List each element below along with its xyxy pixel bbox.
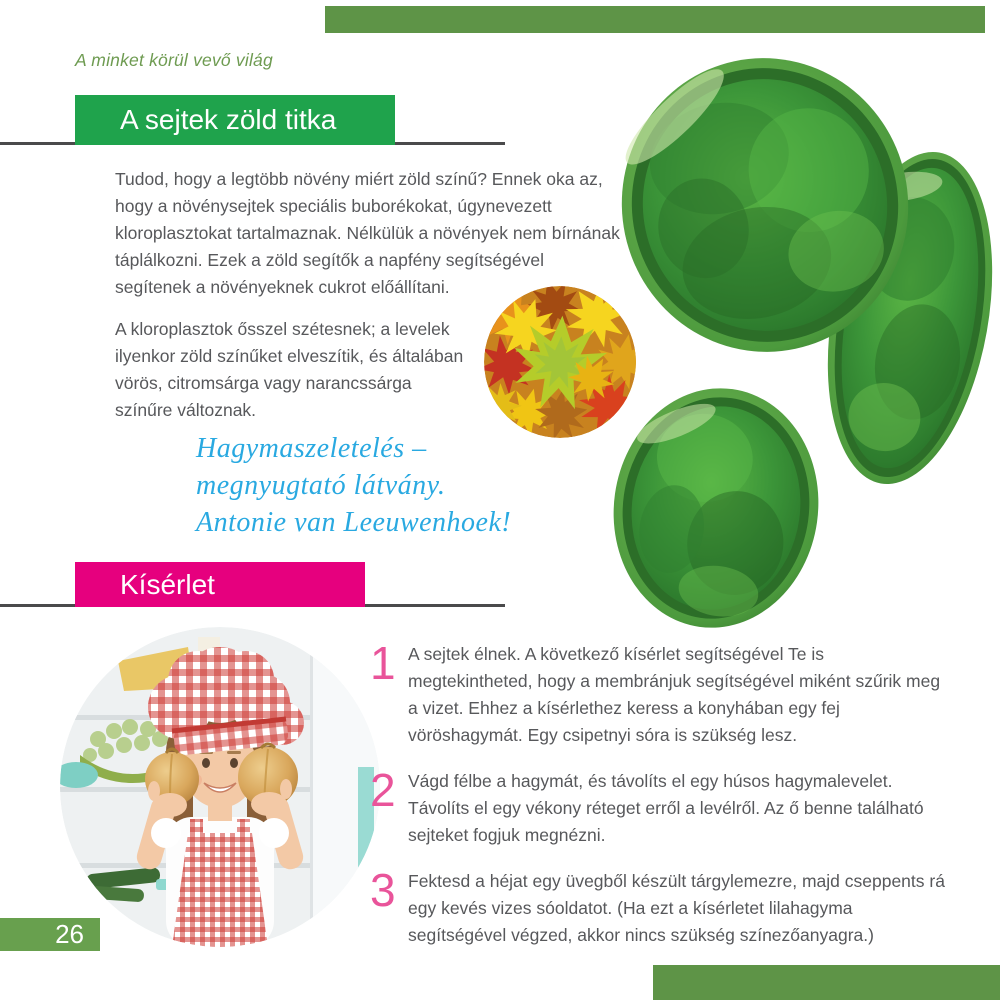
girl-with-onions-graphic (60, 627, 380, 947)
chloroplast-cells-illustration (580, 30, 1000, 650)
step-1-text: A sejtek élnek. A következő kísérlet segítségével Te is megtekintheted, hogy a membránjuk segítségével miként szűrik meg a vizet. Ehhez a kísérlethez keress a konyhában egy fej vöröshagymát. Egy csipetnyi sóra is szükség lesz. (408, 644, 941, 745)
experiment-step-2 (370, 764, 952, 849)
decorative-green-bar-top (325, 6, 985, 33)
autumn-leaves-photo (484, 286, 636, 438)
experiment-step-1 (370, 637, 952, 749)
quote-line-3: Antonie van Leeuwenhoek! (196, 507, 512, 538)
experiment-steps (370, 637, 952, 968)
section-title-banner-cells (75, 95, 395, 145)
step-3-text: Fektesd a héjat egy üvegből készült tárgylemezre, majd cseppents rá egy kevés vizes sóoldatot. (Ha ezt a kísérletet lilahagyma segítségével végzed, akkor nincs szükség színezőanyagra.) (408, 871, 945, 945)
series-tagline: A minket körül vevő világ (75, 50, 273, 70)
step-2-number: 2 (370, 764, 396, 816)
girl-with-onions-photo (60, 627, 380, 947)
section-title-banner-experiment (75, 562, 365, 607)
page-number-badge (0, 918, 100, 951)
chloroplast-bottom (598, 375, 833, 641)
quote-line-1: Hagymaszeletelés – (196, 433, 427, 464)
handwritten-quote (196, 430, 511, 541)
experiment-step-3 (370, 864, 952, 949)
autumn-leaves-graphic (484, 286, 636, 438)
quote-line-2: megnyugtató látvány. (196, 470, 446, 501)
step-2-text: Vágd félbe a hagymát, és távolíts el egy húsos hagymalevelet. Távolíts el egy vékony réteget erről a levélről. Az ő benne található sejteket fogjuk megnézni. (408, 771, 924, 845)
section-title-cells: A sejtek zöld titka (120, 104, 337, 135)
section-title-experiment: Kísérlet (120, 568, 215, 600)
page-number: 26 (55, 919, 84, 949)
step-3-number: 3 (370, 864, 396, 916)
step-1-number: 1 (370, 637, 396, 689)
decorative-green-bar-bottom (653, 965, 1000, 1000)
cells-paragraph-1: Tudod, hogy a legtöbb növény miért zöld színű? Ennek oka az, hogy a növénysejtek speciális buborékokat, úgynevezett kloroplasztokat tartalmaznak. Nélkülük a növények nem bírnának táplálkozni. Ezek a zöld segítők a napfény segítségével segítenek a növényeknek cukrot előállítani. (115, 169, 620, 297)
cells-paragraph-2: A kloroplasztok ősszel szétesnek; a levelek ilyenkor zöld színűket elveszítik, és általában vörös, citromsárga vagy narancssárga színűre változnak. (115, 319, 464, 420)
